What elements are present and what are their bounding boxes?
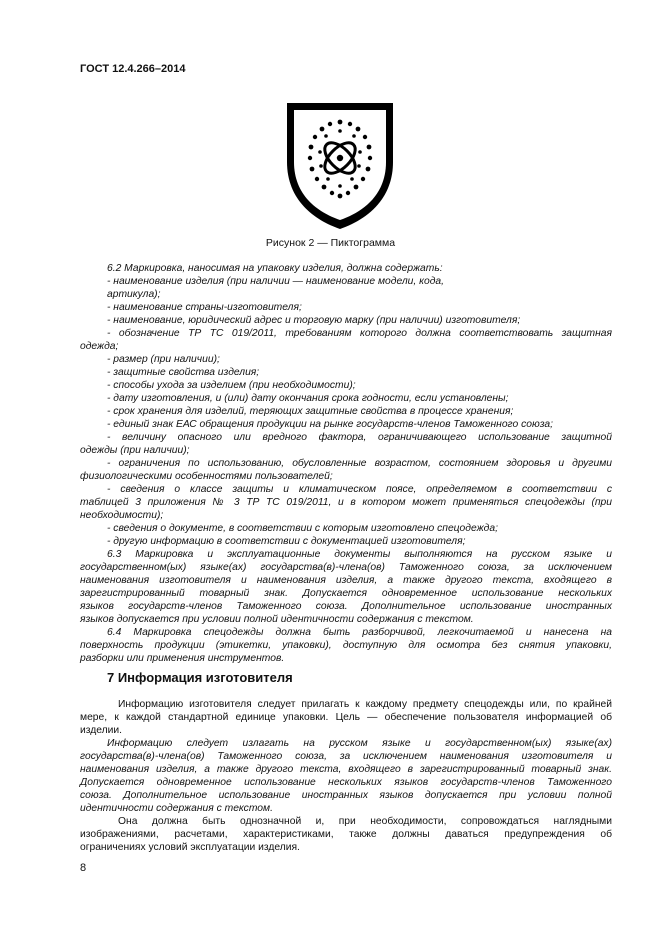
text-line: - обозначение ТР ТС 019/2011, требованиям которого должна соответствовать защитная xyxy=(107,328,612,339)
text-line: - дату изготовления, и (или) дату окончания срока годности, если установлены; xyxy=(107,393,509,404)
text-line: государственном(ых) языке(ах) государства(в)-члена(ов) Таможенного союза, за исключением xyxy=(80,562,612,573)
text-line: разборки или применения инструментов. xyxy=(80,653,285,664)
text-line: - наименование, юридический адрес и торговую марку (при наличии) изготовителя; xyxy=(107,315,521,326)
text-line: - защитные свойства изделия; xyxy=(107,367,260,378)
text-line: изображениями, расчетами, характеристиками, также должны даваться предупреждения об xyxy=(80,829,612,840)
figure-caption: Рисунок 2 — Пиктограмма xyxy=(265,237,396,249)
text-line: физиологическими особенностями пользователей; xyxy=(80,471,333,482)
text-line: 6.2 Маркировка, наносимая на упаковку изделия, должна содержать: xyxy=(107,263,443,274)
text-line: мере, к каждой стандартной единице упаковки. Цель — обеспечение пользователя информацией об xyxy=(80,712,612,723)
text-line: поверхность продукции (этикетки, упаковки), доступную для осмотра без снятия упаковки, xyxy=(80,640,612,651)
text-line: - сведения о документе, в соответствии с которым изготовлено спецодежда; xyxy=(107,523,498,534)
text-line: - ограничения по использованию, обусловленные возрастом, состоянием здоровья и другими xyxy=(107,458,612,469)
document-header: ГОСТ 12.4.266–2014 xyxy=(80,63,186,75)
text-line: наименования изделия, а также другого текста, входящего в зарегистрированный товарный знак. xyxy=(80,764,612,775)
text-line: союза. Дополнительное использование иностранных языков допускается при условии полной xyxy=(80,790,612,801)
section-title: 7 Информация изготовителя xyxy=(107,670,293,685)
text-line: артикула); xyxy=(107,289,161,300)
text-line: ограничениях условий эксплуатации изделия. xyxy=(80,842,300,853)
text-line: - наименование страны-изготовителя; xyxy=(107,302,302,313)
text-line: Информацию изготовителя следует прилагать к каждому предмету спецодежды или, по крайней xyxy=(118,699,612,710)
text-line: необходимости); xyxy=(80,510,164,521)
text-line: государства(в)-члена(ов) Таможенного союза, за исключением наименования изготовителя и xyxy=(80,751,612,762)
text-line: наименования изготовителя и наименования изделия, а также другого текста, входящего в xyxy=(80,575,612,586)
text-line: - другую информацию в соответствии с документацией изготовителя; xyxy=(107,536,466,547)
pictogram-shield-icon xyxy=(284,100,396,232)
text-line: одежды (при наличии); xyxy=(80,445,190,456)
text-line: 6.4 Маркировка спецодежды должна быть разборчивой, легкочитаемой и нанесена на xyxy=(107,627,612,638)
text-line: - наименование изделия (при наличии — наименование модели, кода, xyxy=(107,276,444,287)
page-number: 8 xyxy=(80,862,87,874)
text-line: Допускается одновременное использование нескольких языков государств-членов Таможенного xyxy=(80,777,612,788)
text-line: изделии. xyxy=(80,725,123,736)
text-line: Информацию следует излагать на русском языке и государственном(ых) языке(ах) xyxy=(107,738,612,749)
text-line: - величину опасного или вредного фактора, ограничивающего использование защитной xyxy=(107,432,612,443)
text-line: таблицей 3 приложения № 3 ТР ТС 019/2011, и в котором может применяться спецодежды (при xyxy=(80,497,612,508)
text-line: одежда; xyxy=(80,341,119,352)
text-line: языков допускается при условии полной идентичности содержания с текстом. xyxy=(80,614,474,625)
text-line: 6.3 Маркировка и эксплуатационные документы выполняются на русском языке и xyxy=(107,549,612,560)
text-line: - срок хранения для изделий, теряющих защитные свойства в процессе хранения; xyxy=(107,406,514,417)
text-line: - единый знак ЕАС обращения продукции на рынке государств-членов Таможенного союза; xyxy=(107,419,553,430)
text-line: - сведения о классе защиты и климатическом поясе, определяемом в соответствии с xyxy=(107,484,612,495)
text-line: идентичности содержания с текстом. xyxy=(80,803,273,814)
text-line: - способы ухода за изделием (при необходимости); xyxy=(107,380,356,391)
text-line: Она должна быть однозначной и, при необходимости, сопровождаться наглядными xyxy=(118,816,612,827)
text-line: зарегистрированный товарный знак. Допускается одновременное использование нескольких xyxy=(80,588,612,599)
text-line: языков государств-членов Таможенного союза. Дополнительное использование иностранных xyxy=(80,601,612,612)
text-line: - размер (при наличии); xyxy=(107,354,220,365)
